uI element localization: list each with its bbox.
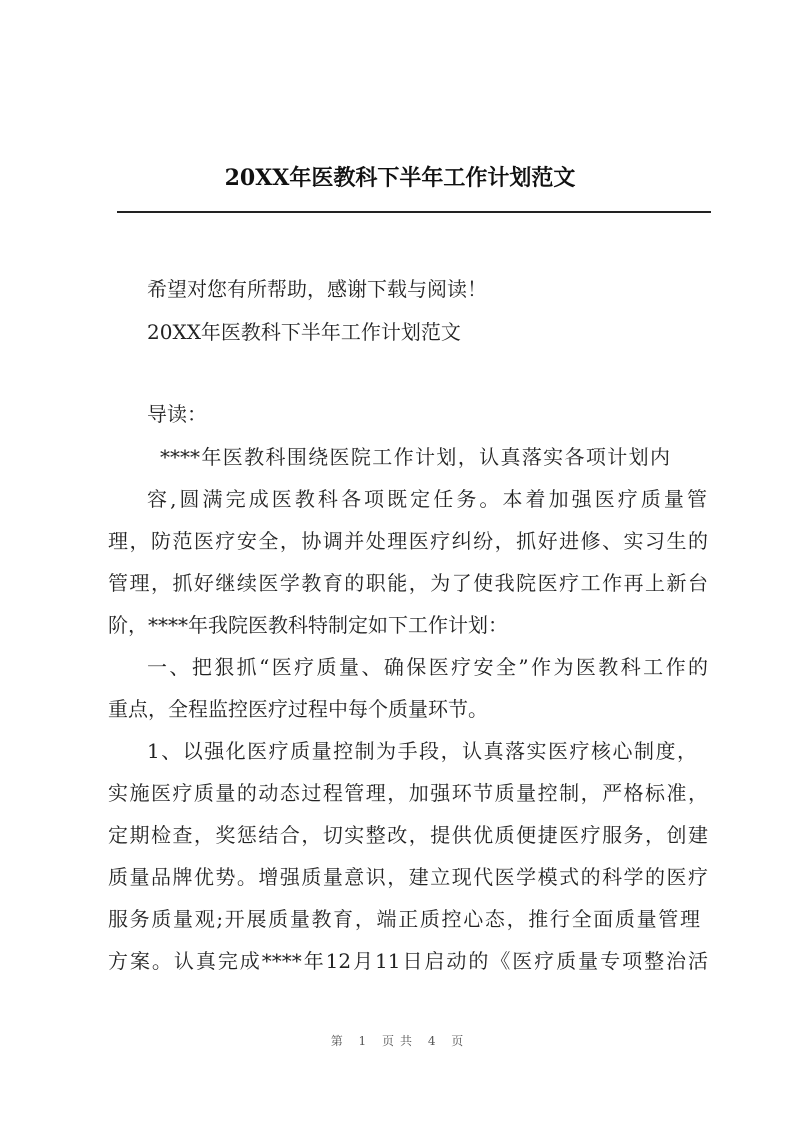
page-footer: 第 1 页共 4 页 [330,1034,470,1048]
body-line: 质量品牌优势。增强质量意识，建立现代医学模式的科学的医疗 [108,865,708,889]
body-line: 容,圆满完成医教科各项既定任务。本着加强医疗质量管 [147,487,707,511]
intro-line: 希望对您有所帮助，感谢下载与阅读！ [147,277,487,301]
body-line: 管理，抓好继续医学教育的职能，为了使我院医疗工作再上新台 [108,571,708,595]
body-line: 定期检查，奖惩结合，切实整改，提供优质便捷医疗服务，创建 [108,823,708,847]
body-line: 重点，全程监控医疗过程中每个质量环节。 [108,697,488,721]
body-line: 1、以强化医疗质量控制为手段，认真落实医疗核心制度， [147,739,697,763]
intro-line: 20XX年医教科下半年工作计划范文 [147,320,461,344]
body-line: 阶，****年我院医教科特制定如下工作计划： [108,613,508,637]
title-divider [117,211,711,213]
body-line: 方案。认真完成****年12月11日启动的《医疗质量专项整治活 [108,949,708,973]
body-line: 一、把狠抓“医疗质量、确保医疗安全”作为医教科工作的 [147,655,708,679]
lead-label: 导读： [147,402,207,426]
body-line: ****年医教科围绕医院工作计划，认真落实各项计划内 [160,445,670,469]
body-line: 实施医疗质量的动态过程管理，加强环节质量控制，严格标准， [108,781,708,805]
body-line: 服务质量观;开展质量教育，端正质控心态，推行全面质量管理 [108,907,700,931]
body-line: 理，防范医疗安全，协调并处理医疗纠纷，抓好进修、实习生的 [108,529,708,553]
document-title: 20XX年医教科下半年工作计划范文 [224,165,576,191]
